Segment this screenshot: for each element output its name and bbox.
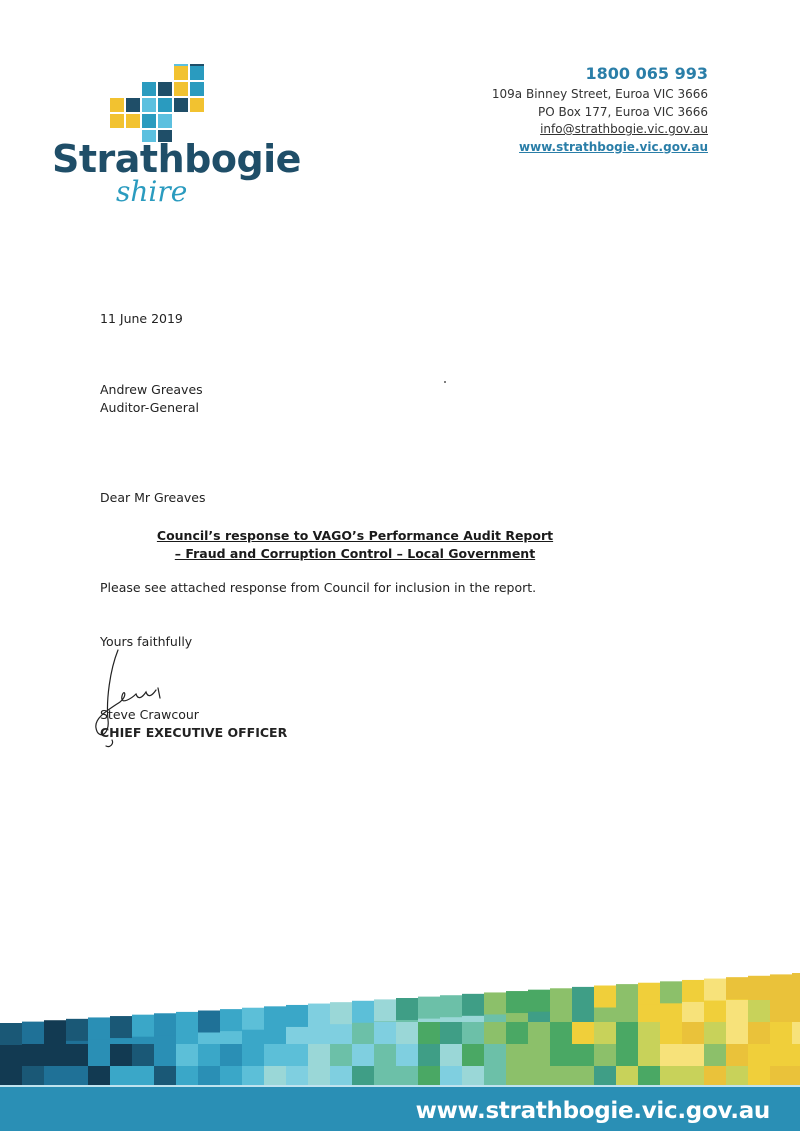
- banner-tile: [220, 1066, 242, 1088]
- banner-tile: [770, 1000, 792, 1022]
- banner-tile: [506, 1022, 528, 1044]
- banner-tile: [418, 1066, 440, 1088]
- banner-tile: [352, 1066, 374, 1088]
- contact-street: 109a Binney Street, Euroa VIC 3666: [491, 87, 708, 101]
- banner-tile: [132, 1015, 154, 1037]
- logo-tile: [142, 82, 156, 96]
- banner-tile: [682, 1066, 704, 1088]
- banner-tile: [88, 1044, 110, 1066]
- banner-tile: [264, 1044, 286, 1066]
- banner-tile: [682, 1000, 704, 1022]
- logo-tile: [158, 82, 172, 96]
- banner-tile: [374, 999, 396, 1021]
- banner-tile: [0, 1023, 22, 1045]
- logo-tile: [158, 114, 172, 128]
- banner-tile: [154, 1066, 176, 1088]
- banner-tile: [506, 991, 528, 1013]
- banner-tile: [440, 1022, 462, 1044]
- banner-tile: [198, 1044, 220, 1066]
- banner-tile: [66, 1044, 88, 1066]
- banner-tile: [308, 1004, 330, 1026]
- logo-tile: [142, 114, 156, 128]
- banner-tile: [682, 1022, 704, 1044]
- banner-tile: [704, 1022, 726, 1044]
- banner-tile: [264, 1066, 286, 1088]
- banner-tile: [330, 1066, 352, 1088]
- banner-tile: [792, 1066, 800, 1088]
- contact-phone: 1800 065 993: [585, 64, 708, 83]
- banner-tile: [484, 992, 506, 1014]
- salutation: Dear Mr Greaves: [100, 490, 206, 505]
- banner-tile: [462, 1044, 484, 1066]
- banner-tile: [440, 1044, 462, 1066]
- letter-body: Please see attached response from Council for inclusion in the report.: [100, 580, 537, 595]
- banner-tile: [154, 1044, 176, 1066]
- logo-tile: [126, 98, 140, 112]
- banner-tile: [572, 1044, 594, 1066]
- footer-website-link[interactable]: www.strathbogie.vic.gov.au: [415, 1098, 770, 1124]
- signer-title: CHIEF EXECUTIVE OFFICER: [100, 725, 288, 740]
- banner-tile: [748, 1044, 770, 1066]
- logo-tile: [190, 98, 204, 112]
- banner-tile: [440, 1066, 462, 1088]
- banner-tile: [660, 1066, 682, 1088]
- contact-block: [492, 64, 708, 156]
- banner-tile: [462, 1022, 484, 1044]
- banner-tile: [682, 980, 704, 1002]
- banner-tile: [484, 1022, 506, 1044]
- subject-line: [100, 527, 610, 563]
- banner-tile: [462, 1066, 484, 1088]
- banner-tile: [220, 1044, 242, 1066]
- banner-tile: [330, 1022, 352, 1044]
- scan-speck: [444, 381, 446, 383]
- banner-tile: [66, 1019, 88, 1041]
- banner-tile: [242, 1044, 264, 1066]
- banner-tile: [0, 1066, 22, 1088]
- banner-tile: [396, 1066, 418, 1088]
- banner-tile: [616, 1022, 638, 1044]
- banner-tile: [132, 1044, 154, 1066]
- banner-tile: [550, 988, 572, 1010]
- banner-tile: [594, 1044, 616, 1066]
- banner-tile: [506, 1066, 528, 1088]
- banner-tile: [616, 1044, 638, 1066]
- banner-tile: [726, 1000, 748, 1022]
- banner-tile: [594, 986, 616, 1008]
- banner-tile: [660, 981, 682, 1003]
- banner-tile: [594, 1066, 616, 1088]
- banner-tile: [396, 998, 418, 1020]
- subject-line-2: – Fraud and Corruption Control – Local Government: [174, 546, 536, 561]
- banner-tile: [88, 1017, 110, 1039]
- banner-tile: [704, 1044, 726, 1066]
- banner-tile: [462, 994, 484, 1016]
- banner-tile: [110, 1066, 132, 1088]
- logo-tile: [110, 114, 124, 128]
- banner-tile: [396, 1044, 418, 1066]
- banner-tile: [528, 990, 550, 1012]
- banner-tile: [704, 1000, 726, 1022]
- banner-tile: [550, 1066, 572, 1088]
- banner-tile: [44, 1044, 66, 1066]
- banner-tile: [792, 1044, 800, 1066]
- banner-tile: [770, 1066, 792, 1088]
- banner-tile: [418, 1022, 440, 1044]
- banner-tile: [682, 1044, 704, 1066]
- banner-tile: [374, 1066, 396, 1088]
- banner-tile: [132, 1066, 154, 1088]
- recipient-title: Auditor-General: [100, 400, 199, 415]
- banner-tile: [352, 1022, 374, 1044]
- signer-name: Steve Crawcour: [100, 707, 199, 722]
- banner-tile: [286, 1044, 308, 1066]
- banner-tile: [638, 1044, 660, 1066]
- banner-tile: [308, 1044, 330, 1066]
- banner-tile: [572, 1022, 594, 1044]
- logo-tile: [174, 82, 188, 96]
- logo-name: Strathbogie: [52, 137, 301, 181]
- banner-tile: [726, 1066, 748, 1088]
- recipient-name: Andrew Greaves: [100, 382, 203, 397]
- banner-tile: [550, 1022, 572, 1044]
- banner-tile: [748, 1022, 770, 1044]
- banner-tile: [66, 1066, 88, 1088]
- logo-tile: [174, 66, 188, 80]
- banner-tile: [154, 1013, 176, 1035]
- logo-tile: [158, 98, 172, 112]
- logo-mosaic: [108, 64, 212, 142]
- banner-tile: [110, 1044, 132, 1066]
- banner-tile: [176, 1044, 198, 1066]
- banner-tile: [726, 1044, 748, 1066]
- banner-tile: [792, 1022, 800, 1044]
- banner-tile: [242, 1066, 264, 1088]
- banner-tile: [22, 1066, 44, 1088]
- contact-email-link[interactable]: info@strathbogie.vic.gov.au: [540, 122, 708, 136]
- banner-tile: [550, 1044, 572, 1066]
- banner-tile: [638, 1022, 660, 1044]
- banner-tile: [528, 1066, 550, 1088]
- banner-tile: [396, 1022, 418, 1044]
- banner-tile: [616, 1066, 638, 1088]
- banner-tile: [704, 979, 726, 1001]
- contact-website-link[interactable]: www.strathbogie.vic.gov.au: [519, 139, 708, 154]
- banner-tile: [748, 1066, 770, 1088]
- banner-tile: [352, 1044, 374, 1066]
- banner-tile: [638, 983, 660, 1005]
- banner-tile: [572, 1066, 594, 1088]
- banner-tile: [638, 1066, 660, 1088]
- banner-tile: [198, 1066, 220, 1088]
- banner-tile: [418, 1044, 440, 1066]
- banner-tile: [418, 997, 440, 1019]
- banner-tile: [616, 984, 638, 1006]
- recipient-block: [100, 381, 203, 417]
- banner-tile: [484, 1066, 506, 1088]
- banner-tile: [264, 1006, 286, 1028]
- banner-tile: [770, 1022, 792, 1044]
- banner-tile: [594, 1022, 616, 1044]
- banner-tile: [22, 1044, 44, 1066]
- subject-line-1: Council’s response to VAGO’s Performance Audit Report: [156, 528, 554, 543]
- banner-tile: [748, 1000, 770, 1022]
- logo-tile: [126, 114, 140, 128]
- logo-tile: [174, 98, 188, 112]
- banner-tile: [88, 1066, 110, 1088]
- logo-tile: [190, 66, 204, 80]
- banner-tile: [242, 1008, 264, 1030]
- banner-tile: [770, 1044, 792, 1066]
- banner-tile: [770, 974, 792, 996]
- banner-tile: [374, 1022, 396, 1044]
- banner-tile: [660, 1022, 682, 1044]
- banner-tile: [330, 1044, 352, 1066]
- banner-tile: [286, 1005, 308, 1027]
- logo-sub: shire: [116, 175, 188, 208]
- banner-tile: [374, 1044, 396, 1066]
- banner-tile: [726, 977, 748, 999]
- logo-tile: [110, 98, 124, 112]
- banner-tile: [176, 1066, 198, 1088]
- banner-tile: [440, 995, 462, 1017]
- banner-tile: [792, 1000, 800, 1022]
- banner-tile: [330, 1002, 352, 1024]
- banner-tile: [660, 1044, 682, 1066]
- banner-tile: [528, 1044, 550, 1066]
- banner-tile: [572, 987, 594, 1009]
- banner-tile: [22, 1022, 44, 1044]
- banner-tile: [44, 1066, 66, 1088]
- signoff: Yours faithfully: [100, 634, 193, 649]
- banner-tile: [748, 976, 770, 998]
- contact-po-box: PO Box 177, Euroa VIC 3666: [538, 104, 708, 119]
- banner-tile: [176, 1012, 198, 1034]
- footer-bar-highlight: [0, 1085, 800, 1087]
- logo-tile: [142, 98, 156, 112]
- banner-tile: [220, 1009, 242, 1031]
- logo-tile: [190, 82, 204, 96]
- banner-tile: [198, 1011, 220, 1033]
- banner-tile: [792, 973, 800, 995]
- banner-tile: [484, 1044, 506, 1066]
- banner-tile: [0, 1044, 22, 1066]
- banner-tile: [352, 1001, 374, 1023]
- banner-tile: [308, 1066, 330, 1088]
- banner-tile: [110, 1016, 132, 1038]
- banner-tile: [286, 1066, 308, 1088]
- banner-tile: [44, 1020, 66, 1042]
- banner-tile: [726, 1022, 748, 1044]
- banner-tile: [704, 1066, 726, 1088]
- letter-date: 11 June 2019: [100, 311, 183, 326]
- banner-tile: [506, 1044, 528, 1066]
- banner-tile: [528, 1022, 550, 1044]
